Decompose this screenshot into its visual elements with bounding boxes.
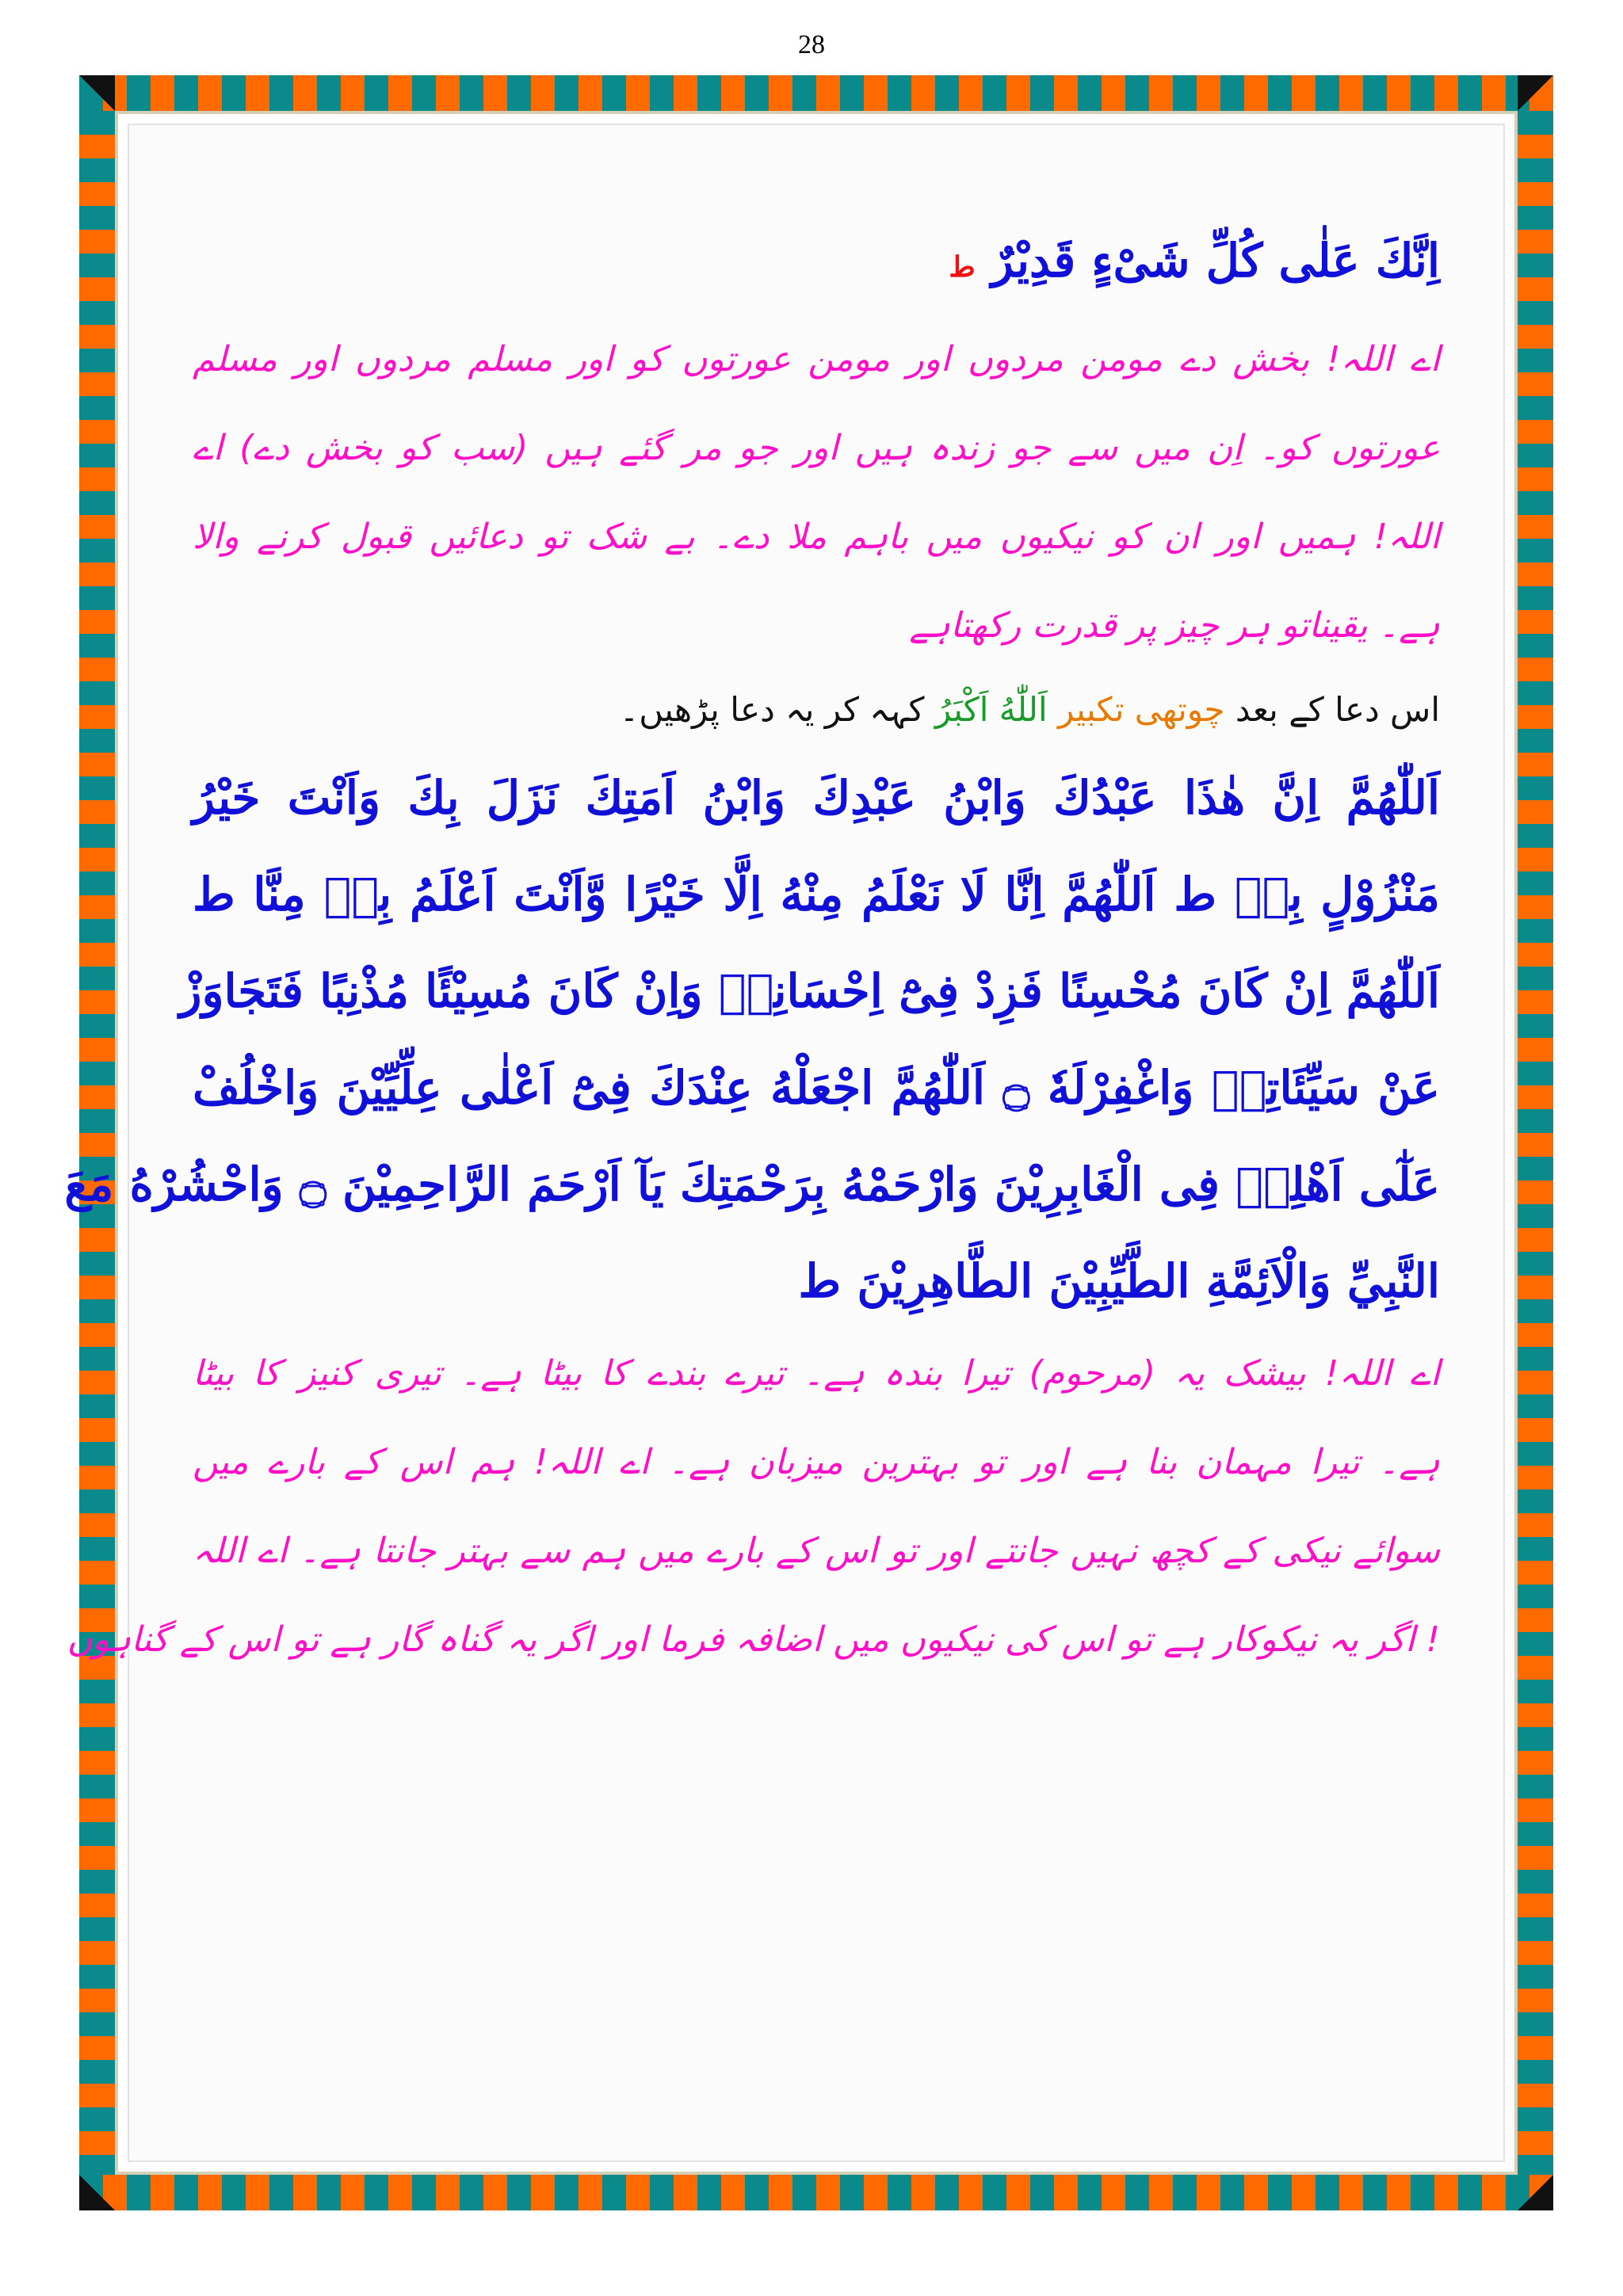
instruction-takbir: چوتھی تکبیر <box>1058 690 1225 729</box>
arabic-line: عَلٰٓى اَهْلِهٖ فِى الْغَابِرِيْنَ وَارْحَمْهُ بِرَحْمَتِكَ يَآ اَرْحَمَ الرَّاحِمِيْنَ ۝ وَاحْشُرْهُ مَعَ <box>64 1158 1440 1211</box>
arabic-line: النَّبِيِّ وَالْاَئِمَّةِ الطَّيِّبِيْنَ الطَّاهِرِيْنَ ط <box>798 1254 1440 1308</box>
page-number: 28 <box>798 30 825 59</box>
arabic-line: اَللّٰهُمَّ اِنْ كَانَ مُحْسِنًا فَزِدْ فِىْٓ اِحْسَانِهٖ وَاِنْ كَانَ مُسِيْئًا مُذْنِبًا فَتَجَاوَزْ <box>179 964 1440 1018</box>
urdu-line: اے اللہ! بخش دے مومن مردوں اور مومن عورتوں کو اور مسلم مردوں اور مسلم <box>193 339 1440 379</box>
arabic-line: عَنْ سَيِّئَاتِهٖ وَاغْفِرْلَهٗ ۝ اَللّٰهُمَّ اجْعَلْهُ عِنْدَكَ فِىْٓ اَعْلٰى عِلِّيِّيْنَ وَاخْلُفْ <box>193 1061 1440 1115</box>
instruction-before: اس دعا کے بعد <box>1235 690 1440 729</box>
urdu-line: ہے۔ یقیناتو ہر چیز پر قدرت رکھتاہے <box>909 605 1440 646</box>
text-area <box>64 124 1505 2162</box>
urdu-line: ہے۔ تیرا مہمان بنا ہے اور تو بہترین میزبان ہے۔ اے اللہ! ہم اس کے بارے میں <box>193 1442 1440 1482</box>
page-content <box>64 212 1440 1684</box>
arabic-line: اَللّٰهُمَّ اِنَّ هٰذَا عَبْدُكَ وَابْنُ عَبْدِكَ وَابْنُ اَمَتِكَ نَزَلَ بِكَ وَاَنْتَ خَيْرُ <box>193 771 1440 825</box>
urdu-line: عورتوں کو۔ اِن میں سے جو زندہ ہیں اور جو مر گئے ہیں (سب کو بخش دے) اے <box>193 428 1440 468</box>
border-corner <box>1518 2175 1553 2210</box>
instruction-line <box>193 670 1440 749</box>
border-right <box>1518 111 1553 2175</box>
arabic-dua <box>64 749 1440 1329</box>
stop-mark: ط <box>949 250 976 284</box>
instruction-allahu-akbar: اَللّٰهُ اَكْبَرُ <box>934 690 1048 729</box>
arabic-line: مَنْزُوْلٍ بِهٖ ط اَللّٰهُمَّ اِنَّا لَا نَعْلَمُ مِنْهُ اِلَّا خَيْرًا وَّاَنْتَ اَعْلَمُ بِهٖ مِنَّا ط <box>193 868 1440 921</box>
urdu-translation-1 <box>193 315 1440 670</box>
instruction-after: کہہ کر یہ دعا پڑھیں۔ <box>619 690 925 729</box>
border-corner <box>1518 75 1553 111</box>
urdu-line: ! اگر یہ نیکوکار ہے تو اس کی نیکیوں میں اضافہ فرما اور اگر یہ گناہ گار ہے تو اس کے گناہوں <box>67 1619 1440 1660</box>
urdu-translation-2 <box>67 1329 1440 1684</box>
urdu-line: سوائے نیکی کے کچھ نہیں جانتے اور تو اس کے بارے میں ہم سے بہتر جانتا ہے۔ اے اللہ <box>193 1531 1440 1571</box>
border-corner <box>79 75 115 111</box>
decorative-border <box>64 75 1553 2210</box>
urdu-line: اللہ! ہمیں اور ان کو نیکیوں میں باہم ملا دے۔ بے شک تو دعائیں قبول کرنے والا <box>193 517 1440 557</box>
urdu-line: اے اللہ! بیشک یہ (مرحوم) تیرا بندہ ہے۔ تیرے بندے کا بیٹا ہے۔ تیری کنیز کا بیٹا <box>193 1353 1440 1394</box>
border-corner <box>79 2175 115 2210</box>
page-panel <box>64 111 1518 2175</box>
verse-top: اِنَّكَ عَلٰى كُلِّ شَىْءٍ قَدِيْرٌ ط <box>949 234 1440 288</box>
